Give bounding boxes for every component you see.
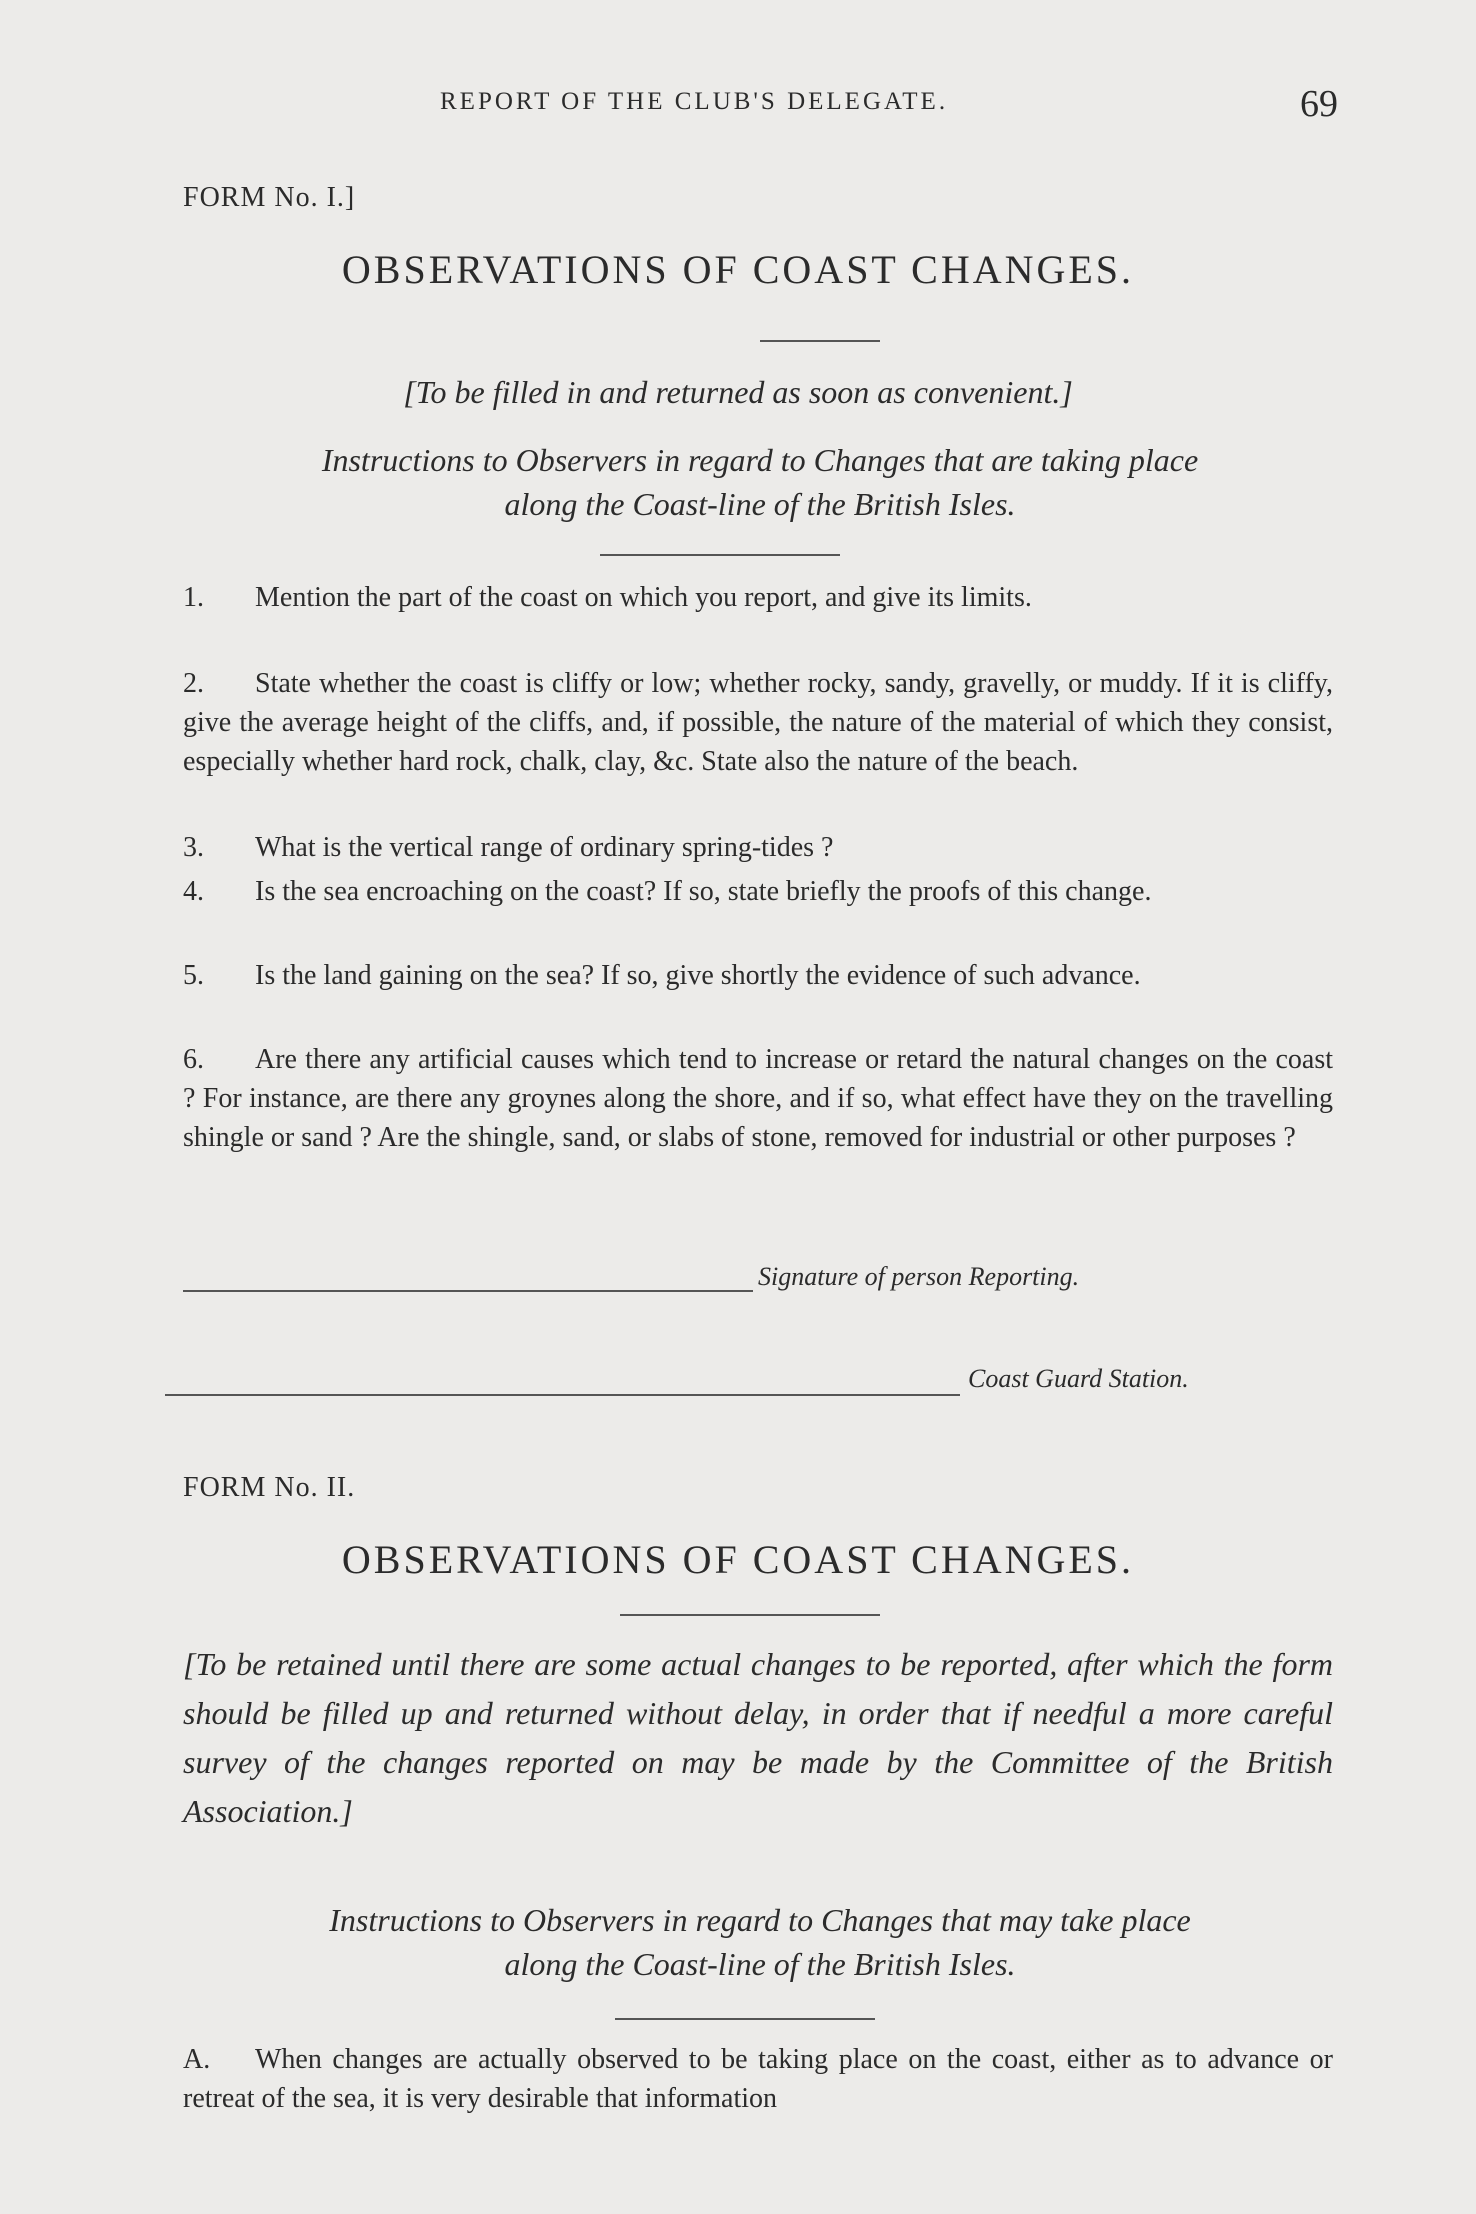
form2-item-a [183,2040,1333,2118]
item-text: What is the vertical range of ordinary spring-tides ? [255,832,834,863]
form1-item-4 [183,872,1333,911]
form1-item-5 [183,956,1333,995]
item-text: Is the land gaining on the sea? If so, give shortly the evidence of such advance. [255,960,1141,991]
form1-item-6 [183,1040,1333,1157]
item-text: When changes are actually observed to be taking place on the coast, either as to advance or retreat of the sea, it is very desirable that information [183,2044,1333,2114]
page-number: 69 [1300,83,1338,125]
running-title: REPORT OF THE CLUB'S DELEGATE. [440,88,949,115]
form1-label: FORM No. I.] [183,182,356,213]
form1-instructions-line2: along the Coast-line of the British Isles. [504,486,1016,522]
form2-instructions [185,1898,1335,1986]
item-text: Mention the part of the coast on which you report, and give its limits. [255,582,1032,613]
form1-title-rule [760,340,880,342]
form1-bracket-note: [To be filled in and returned as soon as convenient.] [403,374,1073,410]
item-letter: A. [183,2044,211,2075]
item-number: 3. [183,832,204,863]
item-text: Is the sea encroaching on the coast? If so, state briefly the proofs of this change. [255,876,1152,907]
signature-label: Signature of person Reporting. [758,1262,1080,1291]
item-number: 5. [183,960,204,991]
form2-instructions-line1: Instructions to Observers in regard to Changes that may take place [329,1902,1191,1938]
form1-instructions-line1: Instructions to Observers in regard to Changes that are taking place [321,442,1199,478]
item-text: Are there any artificial causes which tend to increase or retard the natural changes on the coast ? For instance, are there any groynes along the shore, and if so, what effect have they on the travelling shingle or sand ? Are the shingle, sand, or slabs of stone, removed for industrial or other purposes ? [183,1044,1333,1153]
form2-bracket-note: [To be retained until there are some actual changes to be reported, after which the form should be filled up and returned without delay, in order that if needful a more careful survey of the changes reported on may be made by the Committee of the British Association.] [183,1646,1333,1829]
form1-instructions [185,438,1335,526]
item-number: 2. [183,668,204,699]
form1-item-1 [183,578,1333,617]
item-number: 4. [183,876,204,907]
form2-label: FORM No. II. [183,1472,356,1503]
form2-title-rule [620,1614,880,1616]
item-number: 1. [183,582,204,613]
form2-instructions-line2: along the Coast-line of the British Isles. [504,1946,1016,1982]
item-text: State whether the coast is cliffy or low; whether rocky, sandy, gravelly, or muddy. If it is cliffy, give the average height of the cliffs, and, if possible, the nature of the material of which they consist, especially whether hard rock, chalk, clay, &c. State also the nature of the beach. [183,668,1333,777]
form1-item-3 [183,828,1333,867]
station-line [165,1394,960,1396]
form1-instructions-rule [600,554,840,556]
form1-item-2 [183,664,1333,781]
form2-instructions-rule [615,2018,875,2020]
form1-title: OBSERVATIONS OF COAST CHANGES. [341,247,1135,292]
signature-line [183,1290,753,1292]
item-number: 6. [183,1044,204,1075]
form2-title: OBSERVATIONS OF COAST CHANGES. [341,1537,1135,1582]
station-label: Coast Guard Station. [968,1364,1189,1393]
